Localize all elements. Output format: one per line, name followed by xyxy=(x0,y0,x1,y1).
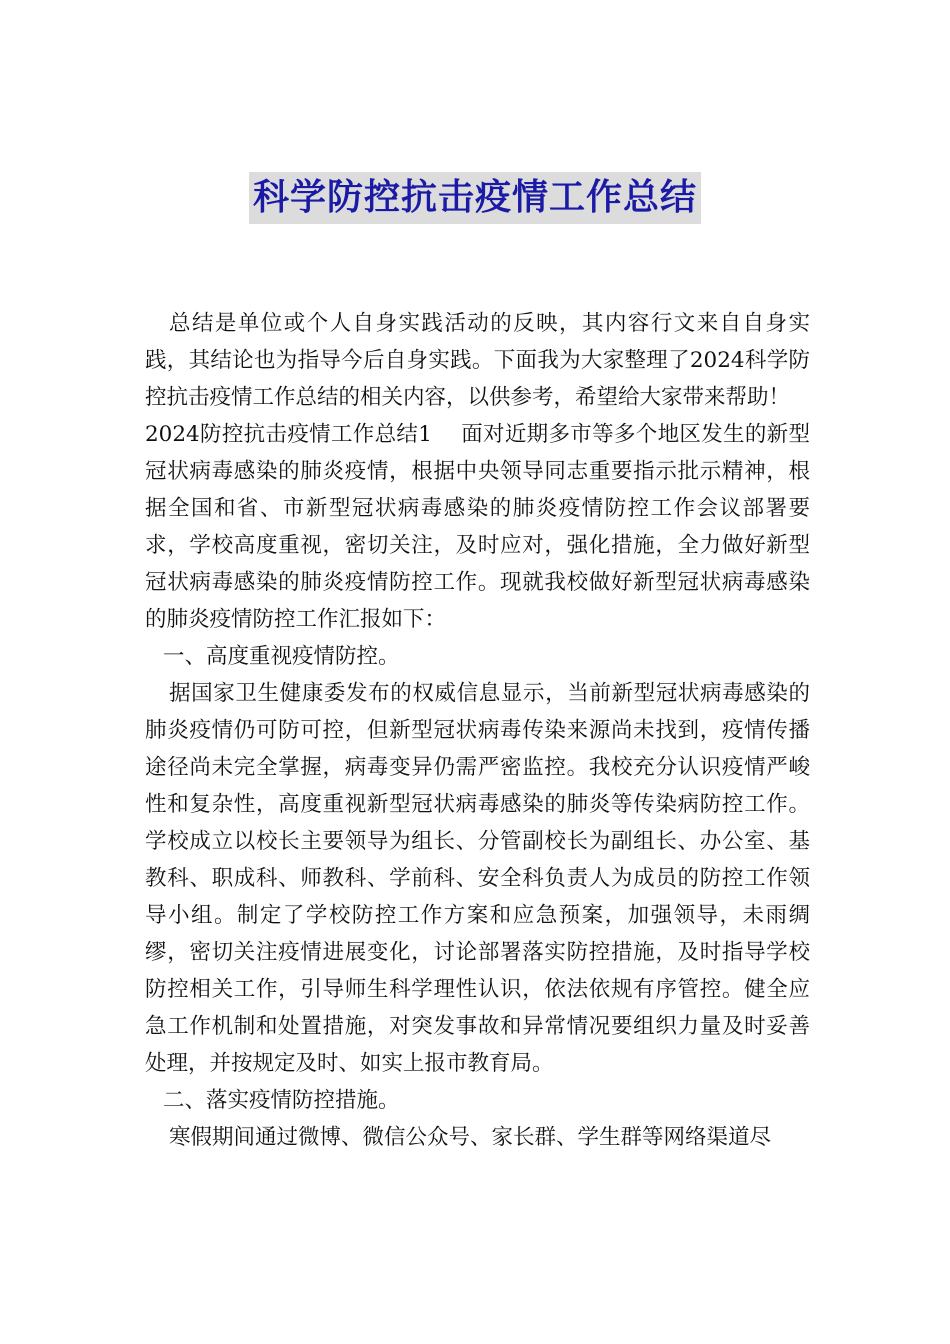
document-body xyxy=(145,305,810,1156)
section-heading-1: 一、高度重视疫情防控。 xyxy=(163,644,400,669)
section-2-paragraph: 寒假期间通过微博、微信公众号、家长群、学生群等网络渠道尽 xyxy=(169,1125,772,1150)
summary-1-paragraph: 2024防控抗击疫情工作总结1 面对近期多市等多个地区发生的新型冠状病毒感染的肺炎疫情，根据中央领导同志重要指示批示精神，根据全国和省、市新型冠状病毒感染的肺炎疫情防控工作会议部署要求，学校高度重视，密切关注，及时应对，强化措施，全力做好新型冠状病毒感染的肺炎疫情防控工作。现就我校做好新型冠状病毒感染的肺炎疫情防控工作汇报如下： xyxy=(145,422,810,632)
section-1-paragraph: 据国家卫生健康委发布的权威信息显示，当前新型冠状病毒感染的肺炎疫情仍可防可控，但新型冠状病毒传染来源尚未找到，疫情传播途径尚未完全掌握，病毒变异仍需严密监控。我校充分认识疫情严峻性和复杂性，高度重视新型冠状病毒感染的肺炎等传染病防控工作。学校成立以校长主要领导为组长、分管副校长为副组长、办公室、基教科、职成科、师教科、学前科、安全科负责人为成员的防控工作领导小组。制定了学校防控工作方案和应急预案，加强领导，未雨绸缪，密切关注疫情进展变化，讨论部署落实防控措施，及时指导学校防控相关工作，引导师生科学理性认识，依法依规有序管控。健全应急工作机制和处置措施，对突发事故和异常情况要组织力量及时妥善处理，并按规定及时、如实上报市教育局。 xyxy=(145,681,810,1076)
document-title: 科学防控抗击疫情工作总结 xyxy=(249,172,701,224)
intro-paragraph: 总结是单位或个人自身实践活动的反映，其内容行文来自自身实践，其结论也为指导今后自身实践。下面我为大家整理了2024科学防控抗击疫情工作总结的相关内容，以供参考，希望给大家带来帮助！ xyxy=(145,311,810,410)
title-container xyxy=(0,172,950,224)
section-heading-2: 二、落实疫情防控措施。 xyxy=(163,1088,400,1113)
